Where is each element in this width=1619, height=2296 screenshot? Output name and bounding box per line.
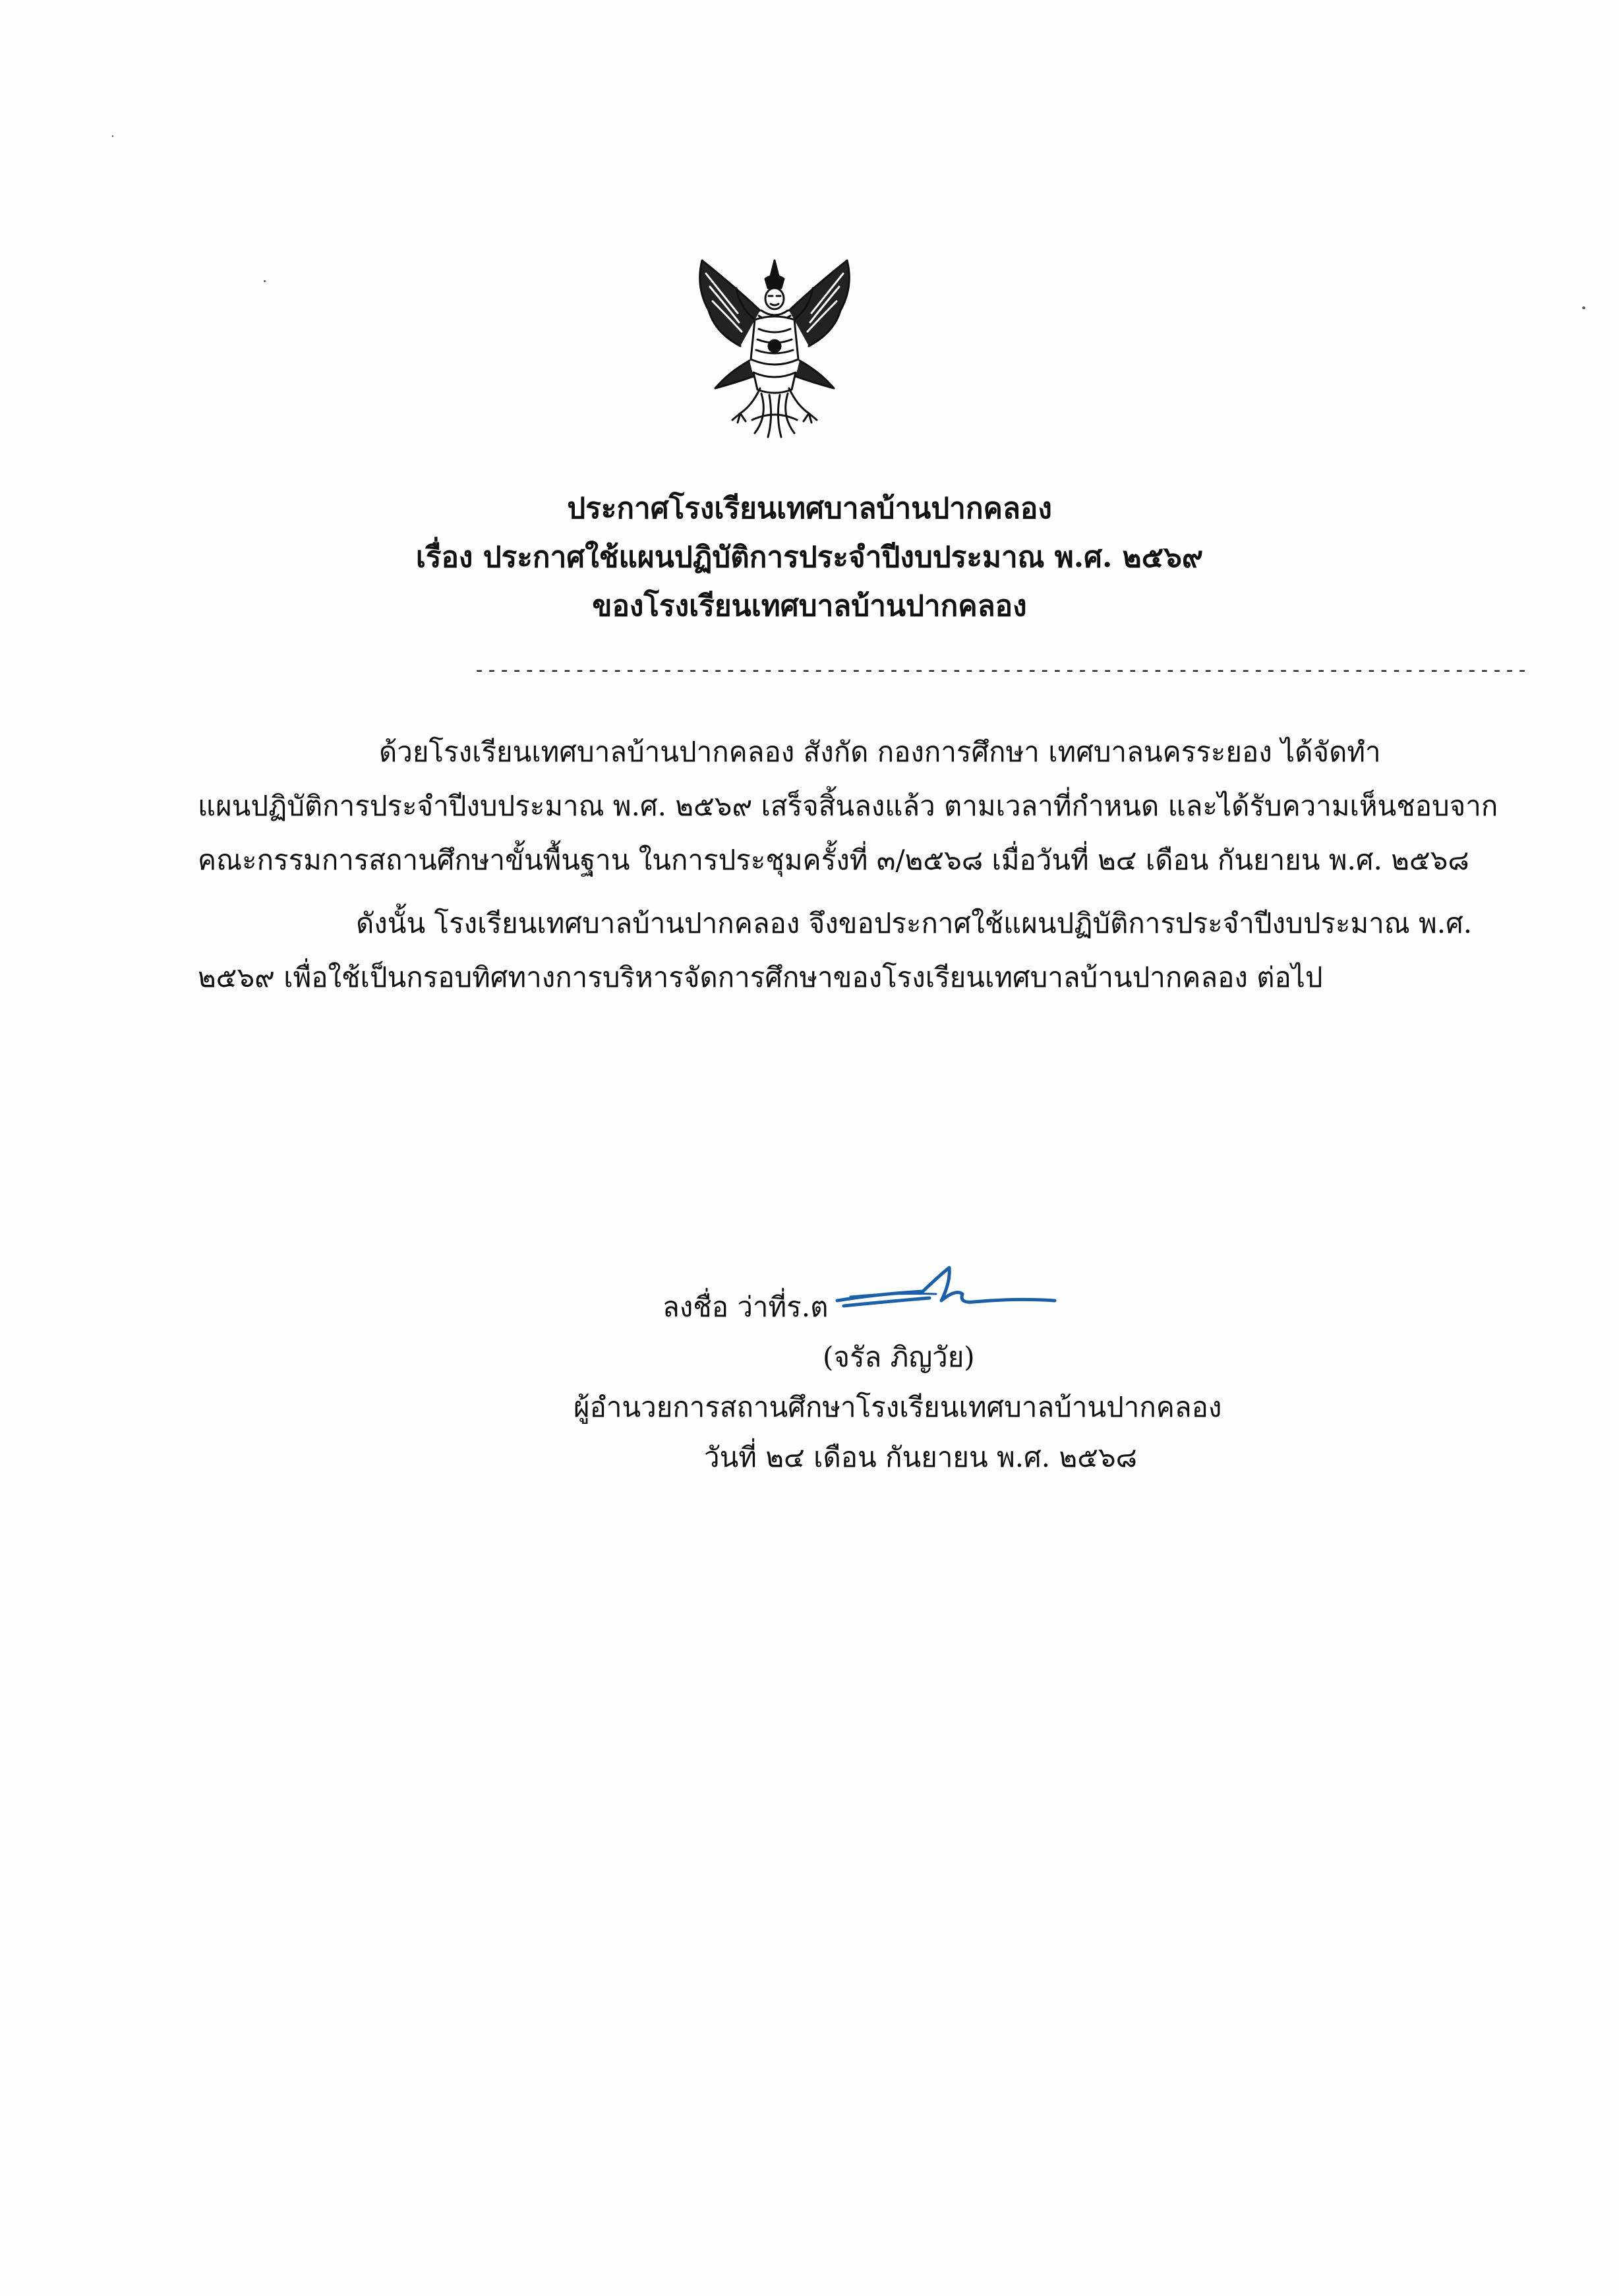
title-line-subject: เรื่อง ประกาศใช้แผนปฏิบัติการประจำปีงบประมาณ พ.ศ. ๒๕๖๙ [415,541,1204,574]
garuda-emblem-icon [676,247,873,445]
signature-block [574,1282,1266,1483]
announcement-title [198,485,1421,631]
sign-label: ลงชื่อ ว่าที่ร.ต [662,1291,829,1323]
paragraph-1-line: ด้วยโรงเรียนเทศบาลบ้านปากคลอง สังกัด กองการศึกษา เทศบาลนครระยอง ได้จัดทำ [379,736,1381,768]
paragraph-2-line: ๒๕๖๙ เพื่อใช้เป็นกรอบทิศทางการบริหารจัดการศึกษาของโรงเรียนเทศบาลบ้านปากคลอง ต่อไป [198,961,1323,993]
scan-speck [264,280,266,282]
scan-speck [1582,307,1585,309]
signer-position: ผู้อำนวยการสถานศึกษาโรงเรียนเทศบาลบ้านปากคลอง [574,1391,1222,1423]
announcement-body [198,725,1498,1014]
title-line-issuer: ประกาศโรงเรียนเทศบาลบ้านปากคลอง [567,492,1052,525]
paragraph-1-line: คณะกรรมการสถานศึกษาขั้นพื้นฐาน ในการประชุมครั้งที่ ๓/๒๕๖๘ เมื่อวันที่ ๒๔ เดือน กันยายน พ.ศ. ๒๕๖๘ [198,844,1469,876]
paragraph-1-line: แผนปฏิบัติการประจำปีงบประมาณ พ.ศ. ๒๕๖๙ เสร็จสิ้นลงแล้ว ตามเวลาที่กำหนด และได้รับความเห็นชอบจาก [198,790,1498,822]
paragraph-2 [198,897,1473,1005]
sign-line [574,1282,1266,1332]
signer-name: (จรัล ภิญวัย) [823,1341,975,1373]
paragraph-1 [198,725,1498,887]
title-line-school: ของโรงเรียนเทศบาลบ้านปากคลอง [592,589,1027,623]
scan-speck [112,135,113,137]
handwritten-signature-icon [824,1262,1061,1322]
title-divider: ------------------------------------------------------------------------------------ [473,659,1529,682]
signature-date: วันที่ ๒๔ เดือน กันยายน พ.ศ. ๒๕๖๘ [704,1441,1138,1473]
paragraph-2-line: ดังนั้น โรงเรียนเทศบาลบ้านปากคลอง จึงขอประกาศใช้แผนปฏิบัติการประจำปีงบประมาณ พ.ศ. [356,907,1473,939]
